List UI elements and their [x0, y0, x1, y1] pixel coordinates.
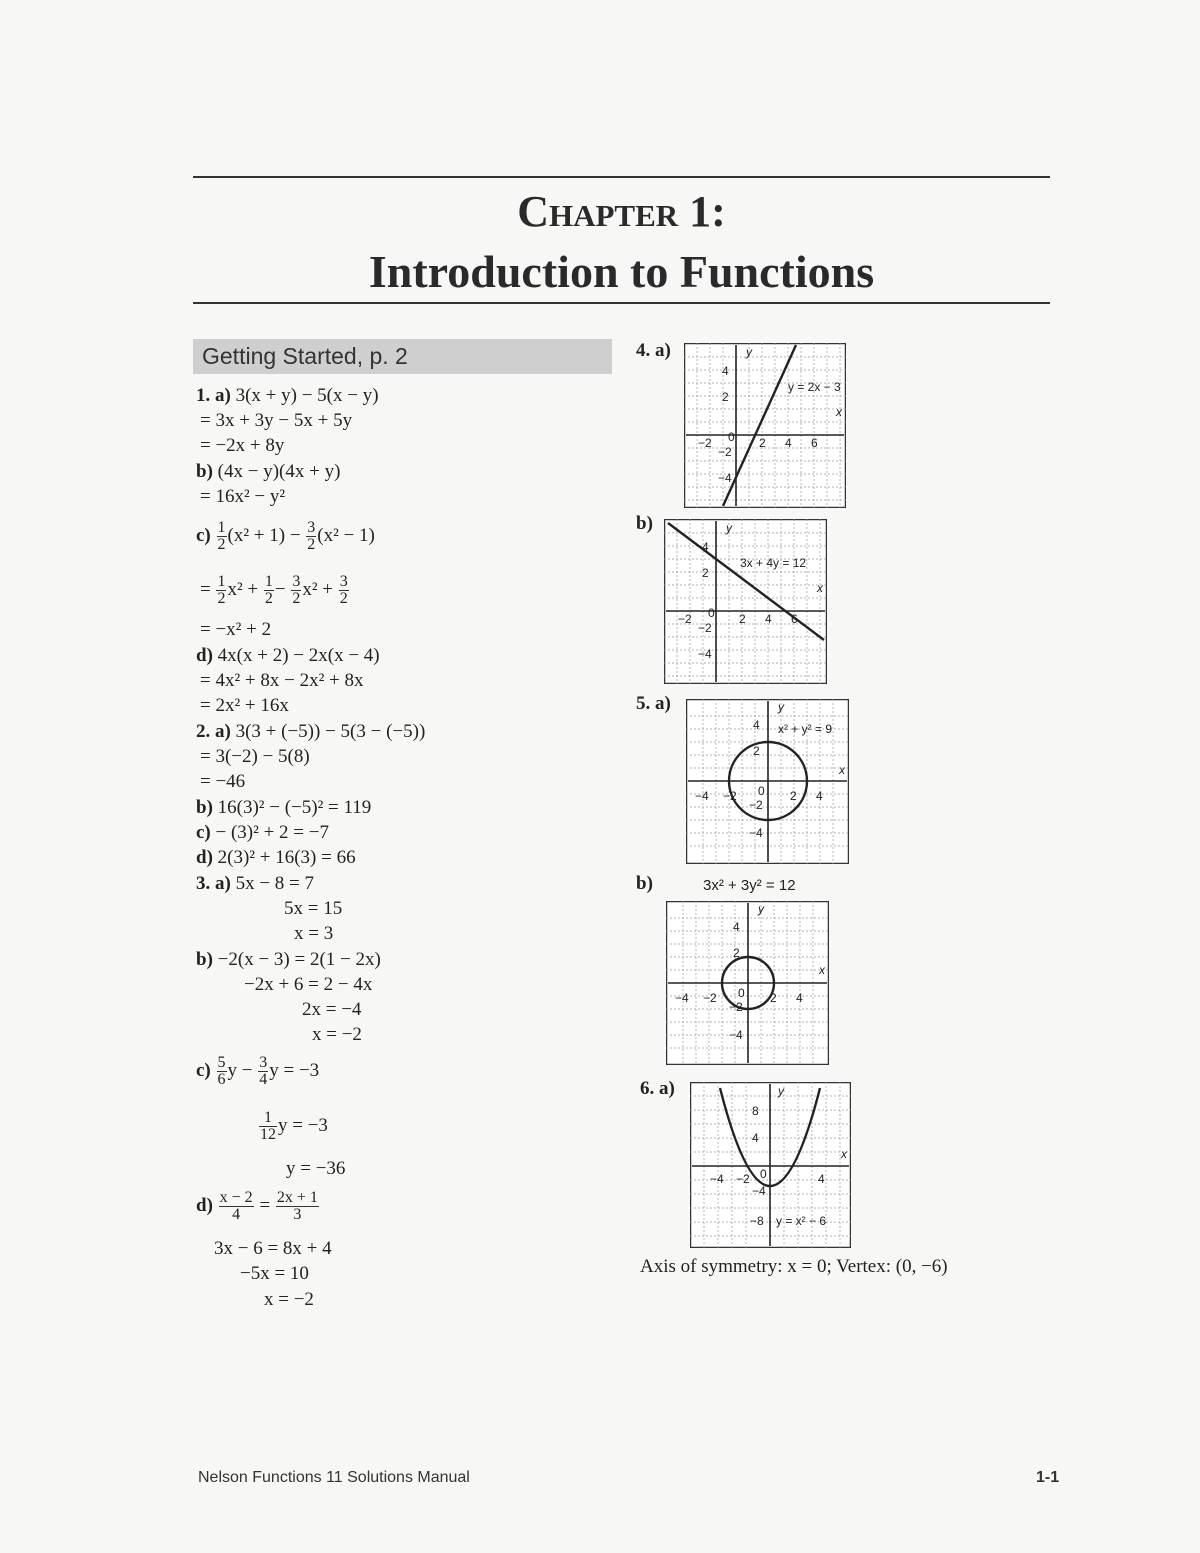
expr: (x² + 1) −: [227, 524, 301, 546]
q2d-line: [196, 847, 356, 869]
q3d-step4: x = −2: [264, 1289, 314, 1310]
svg-text:−2: −2: [736, 1172, 750, 1186]
svg-text:−2: −2: [729, 1000, 743, 1014]
svg-text:0: 0: [738, 986, 745, 1000]
graph-4a: [684, 343, 846, 508]
svg-text:2: 2: [739, 612, 746, 626]
svg-text:−4: −4: [675, 991, 689, 1005]
q1a-text: 3(x + y) − 5(x − y): [235, 385, 379, 406]
svg-text:y: y: [746, 345, 752, 359]
fraction: $\frac{3}{2}$: [339, 573, 348, 607]
q1c-step3: = −x² + 2: [200, 619, 272, 640]
svg-text:4: 4: [702, 540, 709, 554]
svg-text:0: 0: [760, 1167, 767, 1181]
expr: y = −3: [278, 1114, 328, 1136]
q3d-line1: [196, 1190, 320, 1223]
q3b-line: [196, 949, 381, 971]
graph-4a-svg: [684, 343, 846, 508]
q1d-step2: = 4x² + 8x − 2x² + 8x: [200, 670, 364, 691]
q2a-line: [196, 721, 425, 743]
svg-text:−4: −4: [698, 647, 712, 661]
q5b-label: b): [636, 873, 653, 894]
svg-text:4: 4: [753, 718, 760, 732]
expr: −: [274, 578, 286, 600]
q-label: b): [196, 797, 213, 818]
svg-text:y: y: [726, 521, 732, 535]
q1b-line: [196, 461, 340, 483]
q3a-line: [196, 873, 314, 895]
svg-text:−4: −4: [710, 1172, 724, 1186]
svg-text:4: 4: [818, 1172, 825, 1186]
q5b-caption: 3x² + 3y² = 12: [703, 877, 796, 894]
svg-text:4: 4: [733, 920, 740, 934]
svg-text:2: 2: [770, 991, 777, 1005]
q1a-step3: = −2x + 8y: [200, 435, 285, 456]
graph-6a-svg: [690, 1082, 851, 1248]
q2d-text: 2(3)² + 16(3) = 66: [217, 847, 356, 868]
svg-text:0: 0: [728, 430, 735, 444]
q1c-line2: [200, 574, 350, 607]
q6a-label: 6. a): [640, 1078, 675, 1099]
chapter-subtitle: Introduction to Functions: [368, 246, 875, 297]
svg-text:−2: −2: [703, 991, 717, 1005]
q6-answer: Axis of symmetry: x = 0; Vertex: (0, −6): [640, 1256, 948, 1277]
svg-text:−8: −8: [750, 1214, 764, 1228]
svg-text:2: 2: [702, 566, 709, 580]
svg-text:−4: −4: [752, 1184, 766, 1198]
svg-text:0: 0: [708, 606, 715, 620]
svg-text:6: 6: [811, 436, 818, 450]
top-rule: [193, 176, 1050, 178]
q-label: d): [196, 847, 213, 868]
q2a-text: 3(3 + (−5)) − 5(3 − (−5)): [235, 721, 426, 742]
graph-4b-svg: [664, 519, 827, 684]
svg-text:y: y: [758, 902, 764, 916]
svg-text:3x + 4y = 12: 3x + 4y = 12: [740, 556, 807, 570]
q2c-line: [196, 822, 329, 844]
svg-text:2: 2: [790, 789, 797, 803]
q-label: c): [196, 1059, 211, 1081]
q2b-text: 16(3)² − (−5)² = 119: [217, 797, 372, 818]
graph-6a: [690, 1082, 851, 1248]
q-label: c): [196, 822, 211, 843]
q-label: d): [196, 1194, 213, 1216]
q3c-step3: y = −36: [286, 1158, 346, 1179]
q-label: 3. a): [196, 873, 231, 894]
graph-5a-svg: [686, 699, 849, 864]
q4a-label: 4. a): [636, 340, 671, 361]
graph-4b: [664, 519, 827, 684]
footer-book-title: Nelson Functions 11 Solutions Manual: [198, 1469, 470, 1486]
q3d-step2: 3x − 6 = 8x + 4: [214, 1238, 332, 1259]
chapter-title: Chapter 1:: [517, 187, 726, 236]
svg-text:−2: −2: [698, 436, 712, 450]
fraction: $\frac{2x + 1}{3}$: [276, 1189, 318, 1223]
expr: =: [200, 578, 211, 600]
expr: x² +: [227, 578, 259, 600]
svg-text:−4: −4: [718, 471, 732, 485]
expr: x² +: [302, 578, 334, 600]
svg-text:−2: −2: [698, 621, 712, 635]
q3d-step3: −5x = 10: [240, 1263, 309, 1284]
q2a-step3: = −46: [200, 771, 246, 792]
svg-text:y = 2x − 3: y = 2x − 3: [788, 380, 841, 394]
fraction: $\frac{3}{2}$: [292, 573, 301, 607]
fraction: $\frac{1}{2}$: [217, 519, 226, 553]
section-heading: Getting Started, p. 2: [193, 339, 612, 374]
q1d-text: 4x(x + 2) − 2x(x − 4): [217, 645, 380, 666]
fraction: $\frac{1}{2}$: [217, 573, 226, 607]
svg-text:−4: −4: [695, 789, 709, 803]
fraction: $\frac{5}{6}$: [217, 1054, 226, 1088]
q3a-step2: 5x = 15: [284, 898, 343, 919]
q3c-line1: [196, 1055, 319, 1088]
svg-text:y = x² − 6: y = x² − 6: [776, 1214, 827, 1228]
q-label: c): [196, 524, 211, 546]
fraction: $\frac{1}{2}$: [264, 573, 273, 607]
q2a-step2: = 3(−2) − 5(8): [200, 746, 310, 767]
q3b-step3: 2x = −4: [302, 999, 362, 1020]
expr: y = −3: [269, 1059, 320, 1081]
q3a-text: 5x − 8 = 7: [235, 873, 315, 894]
svg-text:x: x: [839, 763, 845, 777]
svg-text:y: y: [778, 1084, 784, 1098]
expr: (x² − 1): [317, 524, 375, 546]
graph-5b: [666, 901, 829, 1065]
svg-text:−2: −2: [723, 789, 737, 803]
svg-text:8: 8: [752, 1104, 759, 1118]
fraction: $\frac{1}{12}$: [260, 1109, 276, 1143]
svg-text:−4: −4: [749, 826, 763, 840]
svg-text:x² + y² = 9: x² + y² = 9: [778, 722, 833, 736]
bottom-rule: [193, 302, 1050, 304]
q1c-line1: [196, 520, 375, 553]
q3b-text: −2(x − 3) = 2(1 − 2x): [217, 949, 381, 970]
q-label: b): [196, 949, 213, 970]
q5a-label: 5. a): [636, 693, 671, 714]
q1d-line: [196, 645, 380, 667]
fraction: $\frac{3}{2}$: [307, 519, 316, 553]
svg-text:y: y: [778, 700, 784, 714]
q-label: 1. a): [196, 385, 231, 406]
svg-text:2: 2: [753, 744, 760, 758]
svg-text:2: 2: [722, 390, 729, 404]
q2b-line: [196, 797, 371, 819]
svg-text:x: x: [819, 963, 825, 977]
q1b-text: (4x − y)(4x + y): [217, 461, 341, 482]
q3c-line2: [258, 1110, 328, 1143]
svg-text:−2: −2: [718, 445, 732, 459]
svg-text:−2: −2: [749, 798, 763, 812]
svg-text:0: 0: [758, 784, 765, 798]
svg-text:−4: −4: [729, 1028, 743, 1042]
svg-text:x: x: [836, 405, 842, 419]
q1b-step2: = 16x² − y²: [200, 486, 286, 507]
q4b-label: b): [636, 513, 653, 534]
q-label: 2. a): [196, 721, 231, 742]
svg-text:2: 2: [733, 946, 740, 960]
expr: y −: [227, 1059, 253, 1081]
svg-text:x: x: [817, 581, 823, 595]
svg-text:−2: −2: [678, 612, 692, 626]
q3b-step2: −2x + 6 = 2 − 4x: [244, 974, 373, 995]
q2c-text: − (3)² + 2 = −7: [215, 822, 329, 843]
graph-5b-svg: [666, 901, 829, 1065]
fraction: $\frac{3}{4}$: [259, 1054, 268, 1088]
q1a-line: [196, 385, 379, 407]
svg-text:4: 4: [816, 789, 823, 803]
graph-5a: [686, 699, 849, 864]
svg-text:4: 4: [796, 991, 803, 1005]
q3a-step3: x = 3: [294, 923, 334, 944]
q-label: d): [196, 645, 213, 666]
expr: =: [259, 1194, 271, 1216]
svg-text:4: 4: [785, 436, 792, 450]
svg-text:4: 4: [722, 364, 729, 378]
q1d-step3: = 2x² + 16x: [200, 695, 289, 716]
q-label: b): [196, 461, 213, 482]
q3b-step4: x = −2: [312, 1024, 362, 1045]
footer-page-number: 1-1: [1036, 1469, 1060, 1486]
svg-text:x: x: [841, 1147, 847, 1161]
svg-text:6: 6: [791, 612, 798, 626]
fraction: $\frac{x - 2}{4}$: [219, 1189, 253, 1223]
q1a-step2: = 3x + 3y − 5x + 5y: [200, 410, 353, 431]
svg-text:4: 4: [752, 1131, 759, 1145]
svg-text:4: 4: [765, 612, 772, 626]
svg-text:2: 2: [759, 436, 766, 450]
